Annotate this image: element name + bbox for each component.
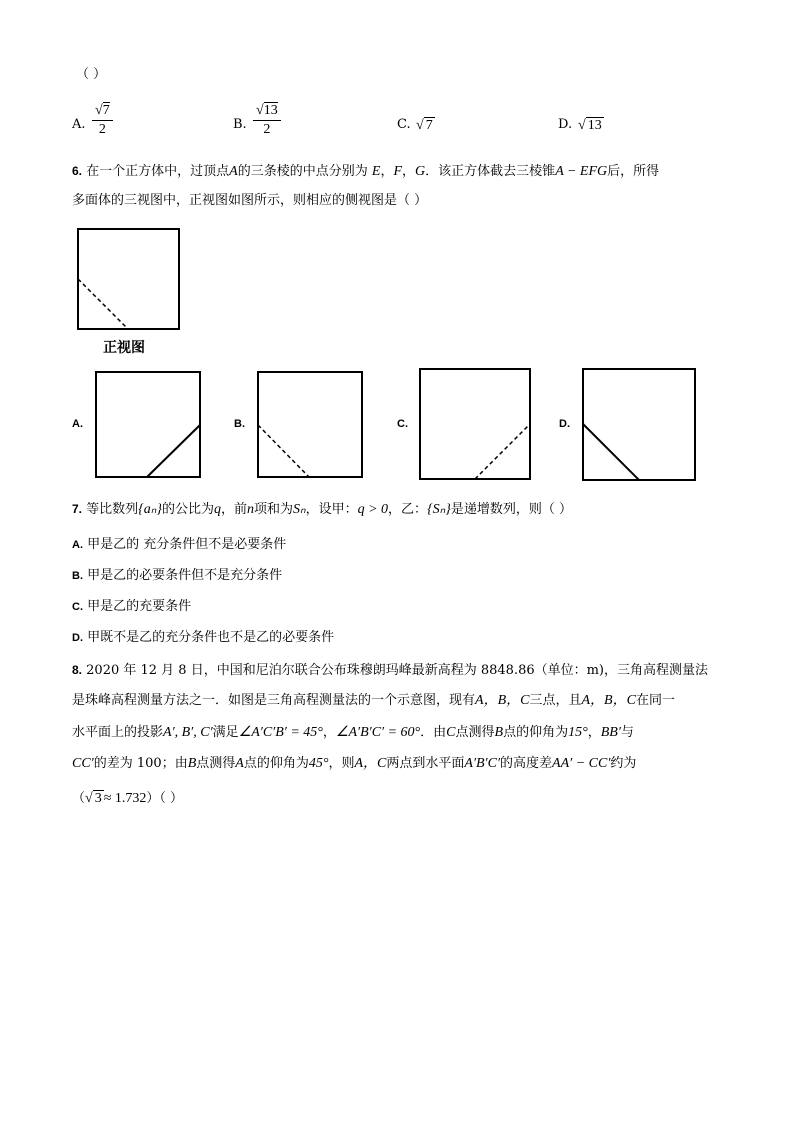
- q8-stem-line1: 8. 2020 年 12 月 8 日，中国和尼泊尔联合公布珠穆朗玛峰最新高程为 8848.86（单位：m)，三角高程测量法: [72, 663, 709, 678]
- front-view-figure: [77, 228, 181, 332]
- q6-option-a-figure[interactable]: [95, 371, 203, 479]
- q6-stem-line2: 多面体的三视图中，正视图如图所示，则相应的侧视图是（ ）: [72, 193, 428, 208]
- q5-option-c-label: C.: [397, 117, 411, 132]
- q5-option-b-value: $\frac{√13}{2}$: [253, 102, 281, 139]
- q6-option-d-label: D.: [559, 418, 570, 430]
- q5-option-a-label: A.: [72, 117, 86, 132]
- q6-option-d-figure[interactable]: [582, 368, 698, 483]
- q6-option-c-figure[interactable]: [419, 368, 532, 481]
- q5-option-c-value: √ 7: [416, 118, 433, 133]
- q7-option-d[interactable]: D. 甲既不是乙的充分条件也不是乙的必要条件: [72, 630, 335, 645]
- q6-option-a-label: A.: [72, 418, 83, 430]
- q6-option-c-label: C.: [397, 418, 408, 430]
- q6-stem-line1: 6. 在一个正方体中，过顶点A的三条棱的中点分别为 E，F，G．该正方体截去三棱锥A − EFG后，所得: [72, 164, 660, 179]
- q6-option-b-label: B.: [234, 418, 245, 430]
- q7-option-a[interactable]: A. 甲是乙的 充分条件但不是必要条件: [72, 537, 287, 552]
- q8-stem-line4: CC′的差为 100；由B点测得A点的仰角为45°，则A，C两点到水平面A′B′C′的高度差AA′ − CC′约为: [72, 756, 637, 771]
- q5-option-d-value: √ 13: [578, 118, 602, 133]
- answer-paren: （ ）: [76, 67, 107, 82]
- q8-stem-line3: 水平面上的投影A′, B′, C′满足∠A′C′B′ = 45°，∠A′B′C′ = 60°．由C点测得B点的仰角为15°，BB′与: [72, 725, 634, 740]
- q5-option-b-label: B.: [233, 117, 247, 132]
- q8-stem-line2: 是珠峰高程测量方法之一．如图是三角高程测量法的一个示意图，现有A，B，C三点，且A，B，C在同一: [72, 693, 675, 708]
- q8-stem-line5: （√ 3 ≈ 1.732）（ ）: [72, 791, 184, 806]
- q6-option-b-figure[interactable]: [257, 371, 365, 479]
- q7-stem: 7. 等比数列{aₙ}的公比为q，前n项和为Sₙ，设甲：q > 0，乙：{Sₙ}是递增数列，则（ ）: [72, 502, 572, 517]
- q7-option-b[interactable]: B. 甲是乙的必要条件但不是充分条件: [72, 568, 283, 583]
- q5-option-d-label: D.: [558, 117, 573, 132]
- q7-option-c[interactable]: C. 甲是乙的充要条件: [72, 599, 192, 614]
- q5-option-a-value: $\frac{√7}{2}$: [92, 102, 113, 139]
- front-view-label: 正视图: [103, 340, 145, 356]
